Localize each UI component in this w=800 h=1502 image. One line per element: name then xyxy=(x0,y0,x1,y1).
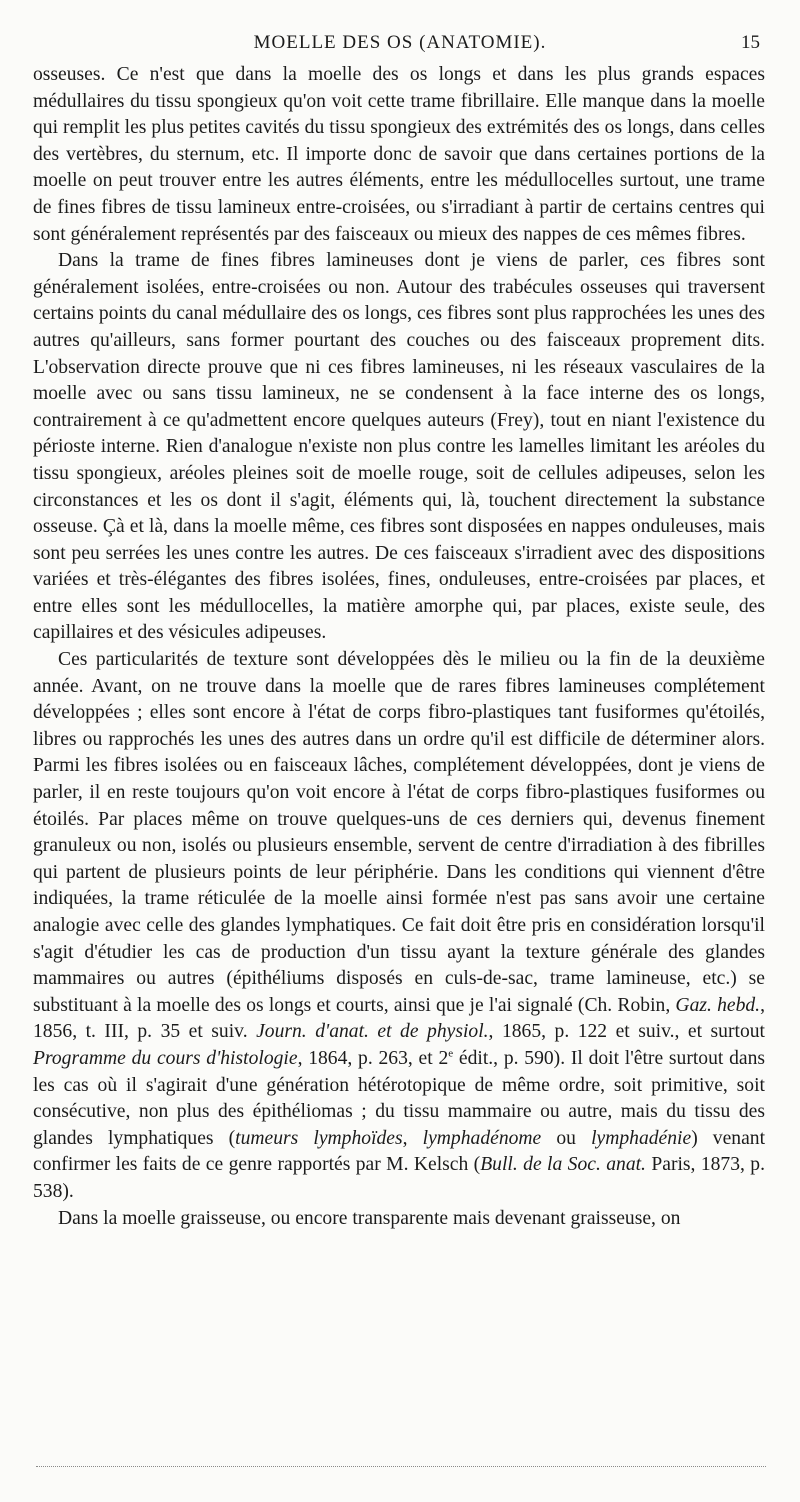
superscript: e xyxy=(448,1047,454,1060)
text-run: , 1864, p. 263, et 2 xyxy=(297,1047,449,1069)
running-title: MOELLE DES OS (ANATOMIE). xyxy=(253,32,547,53)
italic-reference: Journ. d'anat. et de physiol. xyxy=(256,1021,489,1043)
text-run: ) venant confirmer les faits de ce genre rapportés par M. Kelsch ( xyxy=(33,1127,766,1176)
text-run: ou xyxy=(541,1127,592,1149)
text-run: Paris, 1873, p. 538). xyxy=(33,1154,765,1202)
text-run: Ces particularités de texture sont développées dès le milieu ou la fin de la deuxième année. Avant, on ne trouve dans la moelle que de rares fibres lamineuses complétement développées ; elles sont encore à l'état de corps fibro-plastiques tant fusiformes qu'étoilés, libres ou rapprochés les unes des autres dans un ordre qu'il est difficile de déterminer alors. Parmi les fibres isolées ou en faisceaux lâches, complétement développées, dont je viens de parler, il en reste toujours qu'on voit encore à l'état de corps fibro-plastiques fusiformes ou étoilés. Par places même on trouve quelques-uns de ces derniers qui, devenus finement granuleux ou non, isolés ou plusieurs ensemble, servent de centre d'irradiation à des fibrilles qui partent de plusieurs points de leur périphérie. Dans les conditions qui viennent d'être indiquées, la trame réticulée de la moelle ainsi formée n'est pas sans avoir une certaine analogie avec celle des glandes lymphatiques. Ce fait doit être pris en considération lorsqu'il s'agit d'étudier les cas de production d'un tissu ayant la texture générale des glandes mammaires ou autres (épithéliums disposés en culs-de-sac, trame lamineuse, etc.) se substituant à la moelle des os longs et courts, ainsi que je l'ai signalé (Ch. Robin, xyxy=(33,649,765,1016)
paragraph xyxy=(33,647,765,1205)
page-header xyxy=(0,28,800,58)
paragraph xyxy=(33,1206,765,1233)
italic-reference: Programme du cours d'histologie xyxy=(33,1047,298,1069)
text-run: édit., p. 590). Il doit l'être surtout dans les cas où il s'agirait d'une génération hétérotopique de même ordre, soit primitive, soit consécutive, non plus des épithéliomas ; du tissu mammaire ou autre, mais du tissu des glandes lymphatiques ( xyxy=(33,1047,765,1149)
text-run: osseuses. Ce n'est que dans la moelle des os longs et dans les plus grands espaces médullaires du tissu spongieux qu'on voit cette trame fibrillaire. Elle manque dans la moelle qui remplit les plus petites cavités du tissu spongieux des extrémités des os longs, dans celles des vertèbres, du sternum, etc. Il importe donc de savoir que dans certaines portions de la moelle on peut trouver entre les autres éléments, entre les médullocelles surtout, une trame de fines fibres de tissu lamineux entre-croisées, ou s'irradiant à partir de certains centres qui sont généralement représentés par des faisceaux ou mieux des nappes de ces mêmes fibres. xyxy=(33,64,765,245)
footer-rule xyxy=(36,1466,766,1467)
italic-reference: Bull. de la Soc. anat. xyxy=(480,1154,646,1176)
paragraph xyxy=(33,62,765,248)
body-text xyxy=(33,62,765,1232)
italic-reference: tumeurs lymphoïdes xyxy=(235,1127,403,1149)
paragraph xyxy=(33,248,765,647)
text-run: Dans la trame de fines fibres lamineuses dont je viens de parler, ces fibres sont généralement isolées, entre-croisées ou non. Autour des trabécules osseuses qui traversent certains points du canal médullaire des os longs, ces fibres sont plus rapprochées les unes des autres qu'ailleurs, sans former pourtant des couches ou des faisceaux proprement dits. L'observation directe prouve que ni ces fibres lamineuses, ni les réseaux vasculaires de la moelle avec ou sans tissu lamineux, ne se condensent à la face interne des os longs, contrairement à ce qu'admettent encore quelques auteurs (Frey), tout en niant l'existence du périoste interne. Rien d'analogue n'existe non plus contre les lamelles limitant les aréoles du tissu spongieux, aréoles pleines soit de moelle rouge, soit de cellules adipeuses, selon les circonstances et les os dont il s'agit, éléments qui, là, touchent directement la substance osseuse. Çà et là, dans la moelle même, ces fibres sont disposées en nappes onduleuses, mais sont peu serrées les unes contre les autres. De ces faisceaux s'irradient avec des dispositions variées et très-élégantes des fibres isolées, fines, onduleuses, entre-croisées par places, et entre elles sont les médullocelles, la matière amorphe qui, par places, existe seule, des capillaires et des vésicules adipeuses. xyxy=(33,250,765,644)
italic-reference: lymphadénome xyxy=(422,1127,542,1149)
text-run: , xyxy=(402,1127,423,1149)
text-run: , 1865, p. 122 et suiv., et surtout xyxy=(488,1021,765,1043)
text-run: Dans la moelle graisseuse, ou encore transparente mais devenant graisseuse, on xyxy=(58,1207,681,1229)
text-run: , 1856, t. III, p. 35 et suiv. xyxy=(33,994,765,1043)
italic-reference: Gaz. hebd. xyxy=(675,994,761,1016)
italic-reference: lymphadénie xyxy=(591,1127,692,1149)
page-number: 15 xyxy=(741,32,760,53)
